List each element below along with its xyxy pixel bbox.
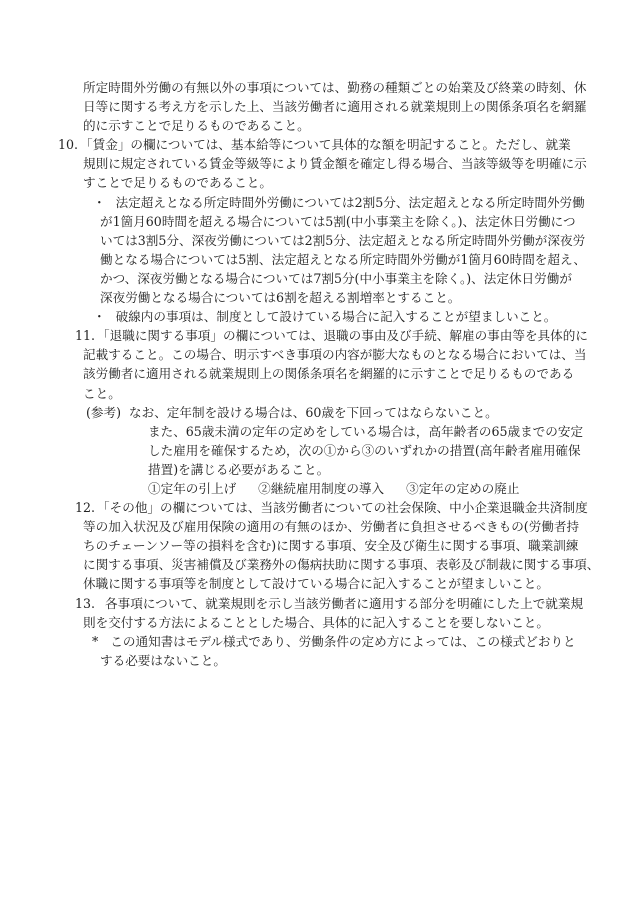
item-number: 12. — [75, 500, 96, 516]
item-11-line: こと。 — [83, 385, 121, 401]
bullet-text: 法定超えとなる所定時間外労働については2割5分、法定超えとなる所定時間外労働 — [115, 194, 585, 210]
bullet-text: 破線内の事項は、制度として設けている場合に記入することが望ましいこと。 — [115, 309, 557, 325]
item-11-line — [0, 326, 630, 345]
reference-line — [0, 403, 630, 422]
intro-line: 所定時間外労働の有無以外の事項については、勤務の種類ごとの始業及び終業の時刻、休 — [83, 80, 587, 95]
item-text: 「賃金」の欄については、基本給等について具体的な額を明記すること。ただし、就業 — [80, 137, 571, 153]
reference-options — [0, 479, 630, 498]
reference-line: 措置)を講じる必要があること。 — [148, 461, 330, 477]
item-12-line: 等の加入状況及び雇用保険の適用の有無のほか、労働者に負担させるべきもの(労働者持 — [83, 519, 580, 535]
item-10-line — [0, 135, 630, 154]
note-text: この通知書はモデル様式であり、労働条件の定め方によっては、この様式どおりと — [110, 633, 576, 649]
reference-line: また、65歳未満の定年の定めをしている場合は，高年齢者の65歳までの安定 — [148, 423, 584, 439]
item-text: 「退職に関する事項」の欄については、退職の事由及び手続、解雇の事由等を具体的に — [97, 328, 588, 344]
intro-line: 的に示すことで足りるものであること。 — [83, 118, 310, 134]
item-12-line: に関する事項、災害補償及び業務外の傷病扶助に関する事項、表彰及び制裁に関する事項、 — [83, 557, 600, 573]
item-text: 「その他」の欄については、当該労働者についての社会保険、中小企業退職金共済制度 — [97, 500, 588, 516]
option-3: ③定年の定めの廃止 — [406, 480, 520, 496]
item-10-line: 規則に規定されている賃金等級等により賃金額を確定し得る場合、当該等級等を明確に示 — [83, 156, 587, 172]
reference-text: なお、定年制を設ける場合は、60歳を下回ってはならないこと。 — [129, 404, 498, 420]
intro-line: 日等に関する考え方を示した上、当該労働者に適用される就業規則上の関係条項名を網羅 — [83, 99, 587, 115]
bullet-icon: ・ — [93, 309, 106, 325]
bullet-line: 働となる場合については5割、法定超えとなる所定時間外労働が1箇月60時間を超え、 — [100, 251, 586, 267]
item-number: 10. — [58, 137, 79, 153]
bullet-icon: ・ — [93, 194, 106, 210]
item-number: 11. — [75, 328, 96, 344]
asterisk-icon: * — [92, 633, 99, 649]
item-13-line: 則を交付する方法によることとした場合、具体的に記入することを要しないこと。 — [83, 614, 549, 630]
item-10-line: すことで足りるものであること。 — [83, 175, 272, 191]
item-11-line: 該労働者に適用される就業規則上の関係条項名を網羅的に示すことで足りるものである — [83, 366, 575, 382]
option-2: ②継続雇用制度の導入 — [258, 480, 385, 496]
reference-line: した雇用を確保するため，次の①から③のいずれかの措置(高年齢者雇用確保 — [148, 442, 581, 458]
note-line — [0, 632, 630, 651]
item-11-line: 記載すること。この場合、明示すべき事項の内容が膨大なものとなる場合においては、当 — [83, 347, 587, 363]
bullet-line — [0, 307, 630, 326]
document-page — [0, 78, 630, 670]
option-1: ①定年の引上げ — [148, 480, 237, 496]
item-12-line — [0, 498, 630, 517]
item-12-line: ちのチェーンソー等の損料を含む)に関する事項、安全及び衛生に関する事項、職業訓練 — [83, 538, 579, 554]
bullet-line: かつ、深夜労働となる場合については7割5分(中小事業主を除く。)、法定休日労働が — [100, 270, 572, 286]
item-12-line: 休職に関する事項等を制度として設けている場合に記入することが望ましいこと。 — [83, 576, 549, 592]
note-line: する必要はないこと。 — [100, 652, 226, 668]
bullet-line: 深夜労働となる場合については6割を超える割増率とすること。 — [100, 290, 461, 306]
bullet-line: が1箇月60時間を超える場合については5割(中小事業主を除く。)、法定休日労働につ — [100, 213, 576, 229]
item-13-line — [0, 594, 630, 613]
item-text: 各事項について、就業規則を示し当該労働者に適用する部分を明確にした上で就業規 — [105, 595, 584, 611]
bullet-line: いては3割5分、深夜労働については2割5分、法定超えとなる所定時間外労働が深夜労 — [100, 232, 586, 248]
bullet-line — [0, 193, 630, 212]
item-number: 13. — [75, 595, 96, 611]
reference-label: (参考) — [86, 404, 122, 420]
